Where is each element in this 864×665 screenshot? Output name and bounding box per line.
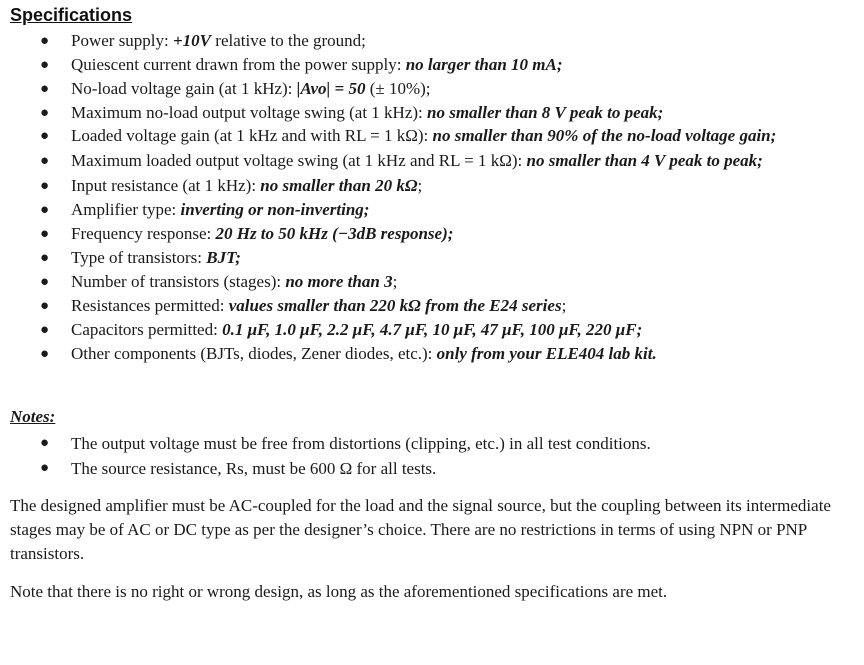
bullet-icon: ● xyxy=(40,298,50,314)
specifications-title: Specifications xyxy=(10,5,133,25)
spec-item: ● Other components (BJTs, diodes, Zener diodes, etc.): only from your ELE404 lab kit. xyxy=(10,342,856,366)
spec-item: ● No-load voltage gain (at 1 kHz): |Avo| = 50 (± 10%); xyxy=(10,77,856,101)
note-item: ● The output voltage must be free from distortions (clipping, etc.) in all test conditions. xyxy=(10,431,856,456)
bullet-icon: ● xyxy=(40,322,50,338)
note-item: ● The source resistance, Rs, must be 600 Ω for all tests. xyxy=(10,456,856,481)
bullet-icon: ● xyxy=(40,250,50,266)
spec-item: ● Amplifier type: inverting or non-inverting; xyxy=(10,198,856,222)
spec-item: ● Power supply: +10V relative to the ground; xyxy=(10,29,856,53)
spec-item: ● Maximum loaded output voltage swing (at 1 kHz and RL = 1 kΩ): no smaller than 4 V peak to peak; xyxy=(10,150,856,173)
bullet-icon: ● xyxy=(40,274,50,290)
bullet-icon: ● xyxy=(40,202,50,218)
bullet-icon: ● xyxy=(40,128,50,144)
spec-item: ● Number of transistors (stages): no more than 3; xyxy=(10,270,856,294)
spec-item: ● Capacitors permitted: 0.1 μF, 1.0 μF, 2.2 μF, 4.7 μF, 10 μF, 47 μF, 100 μF, 220 μF; xyxy=(10,318,856,342)
bullet-icon: ● xyxy=(40,152,50,169)
bullet-icon: ● xyxy=(40,178,50,194)
bullet-icon: ● xyxy=(40,33,50,49)
bullet-icon: ● xyxy=(40,346,50,362)
spec-item: ● Maximum no-load output voltage swing (at 1 kHz): no smaller than 8 V peak to peak; xyxy=(10,101,856,125)
spec-item: ● Type of transistors: BJT; xyxy=(10,246,856,270)
bullet-icon: ● xyxy=(40,105,50,121)
notes-title: Notes: xyxy=(10,407,56,426)
notes-list xyxy=(10,431,856,481)
bullet-icon: ● xyxy=(40,226,50,242)
bullet-icon: ● xyxy=(40,435,50,451)
bullet-icon: ● xyxy=(40,57,50,73)
spec-item: ● Input resistance (at 1 kHz): no smaller than 20 kΩ; xyxy=(10,174,856,198)
bullet-icon: ● xyxy=(40,81,50,97)
spec-item: ● Resistances permitted: values smaller than 220 kΩ from the E24 series; xyxy=(10,294,856,318)
coupling-paragraph: The designed amplifier must be AC-coupled for the load and the signal source, but the coupling between its intermediate stages may be of AC or DC type as per the designer’s choice. There are no restrictions in terms of using NPN or PNP transistors. xyxy=(10,496,831,563)
design-note-paragraph: Note that there is no right or wrong design, as long as the aforementioned specifications are met. xyxy=(10,582,668,601)
spec-item: ● Loaded voltage gain (at 1 kHz and with RL = 1 kΩ): no smaller than 90% of the no-load voltage gain; xyxy=(10,125,856,148)
bullet-icon: ● xyxy=(40,460,50,476)
spec-item: ● Frequency response: 20 Hz to 50 kHz (−3dB response); xyxy=(10,222,856,246)
specifications-list xyxy=(10,29,856,366)
document xyxy=(10,4,856,604)
spec-item: ● Quiescent current drawn from the power supply: no larger than 10 mA; xyxy=(10,53,856,77)
